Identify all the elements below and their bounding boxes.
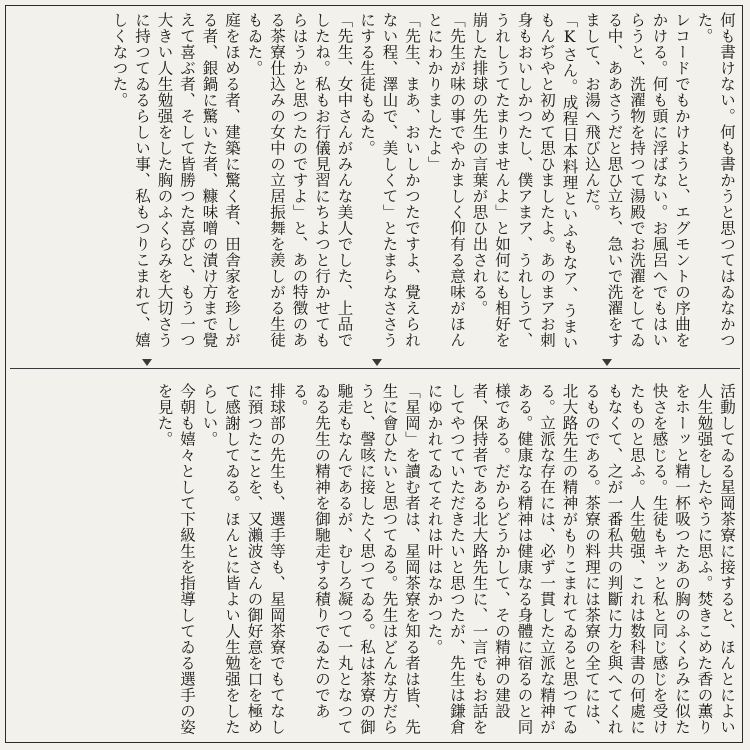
paragraph: 活動してゐる星岡茶寮に接すると、ほんとによい人生勉强をしたやうに思ふ。焚きこめた香の薫りをホーッと精一杯吸つたあの胸のふくらみに似た快さを感じる。生徒もキッと私と同じ感じを受けたものと思ふ。人生勉强、これは数科書の何處にもなくて、之が一番私共の判斷に力を與へてくれるものである。茶寮の料理には茶寮の全てには、北大路先生の精神がもりこまれてゐると思つてゐる。立派な存在には、必ず一貫した立派な精神がある。健康なる精神は健康なる身體に宿るのと同様である。だからどうかして、その精神の建設者、保持者である北大路先生に、一言でもお話をしてやつていただきたいと思つたが、先生は鎌倉にゆかれてゐてそれは叶はなかつた。 <box>425 383 736 735</box>
column-divider <box>10 368 740 369</box>
paragraph: 「先生、女中さんがみんな美人でした、上品でしたね。私もお行儀見習にちよつと行かせてもらはうかと思つたのですよ」と、あの特徴のある茶寮仕込みの女中の立居振舞を羨しがる生徒もゐた。 <box>245 12 354 348</box>
paragraph: 「Kさん。成程日本料理といふもなア、うまいもんぢやと初めて思ひましたよ。あのまアお刺身もおいしかつたし、僕アまア、うれしうて、うれしうてたまりませんよ」と如何にも相好を崩した排球の先生の言葉が思ひ出される。 <box>470 12 579 351</box>
paragraph: 庭をほめる者、建築に驚く者、田舎家を珍しがる者、銀鍋に驚いた者、糠味噌の漬け方まで覺えて喜ぶ者、そして皆勝つた喜びと、もう一つ大きい人生勉强をした胸のふくらみを大切さうに持つてゐるらしい事、私もつりこまれて、嬉しくなつた。 <box>110 12 241 348</box>
lower-text-column <box>20 383 738 735</box>
paragraph: 「先生、まあ、おいしかつたですよ、覺えられない程、澤山で、美しくて」とたまらなささうにする生徒もゐた。 <box>358 12 421 348</box>
paragraph: 「星岡」を讀む者は、星岡茶寮を知る者は皆、先生に會ひたいと思つてゐる。先生はどんな方だらうと、謦咳に接したく思つてゐる。私は茶寮の御馳走もなんであるが、むしろ凝つて一丸となつてゐる先生の精神を御馳走する積りでゐたのである。 <box>290 383 421 735</box>
divider-marker <box>372 359 382 366</box>
paragraph: 今朝も嬉々として下級生を指導してゐる選手の姿を見た。 <box>155 383 196 735</box>
divider-marker <box>142 359 152 366</box>
paragraph: 何も書けない。何も書かうと思つてはゐなかつた。 <box>695 12 736 348</box>
divider-marker <box>602 359 612 366</box>
upper-text-column <box>20 12 738 357</box>
paragraph: 排球部の先生も、選手等も、星岡茶寮でもてなしに預つたことを、又瀨波さんの御好意を口を極めて感謝してゐる。ほんとに皆よい人生勉强をしたらしい。 <box>200 383 286 735</box>
paragraph: レコードでもかけようと、エグモントの序曲をかける。何も頭に浮ばない。お風呂へでもはいらうと、洗濯物を持つて湯殿でお洗濯をしてゐる中、ああさうだと思ひ立ち、急いで洗濯をすまして、お湯へ飛び込んだ。 <box>583 12 691 348</box>
paragraph: 「先生が味の事でやかましく仰有る意味がほんとにわかりましたよ」 <box>425 12 466 348</box>
